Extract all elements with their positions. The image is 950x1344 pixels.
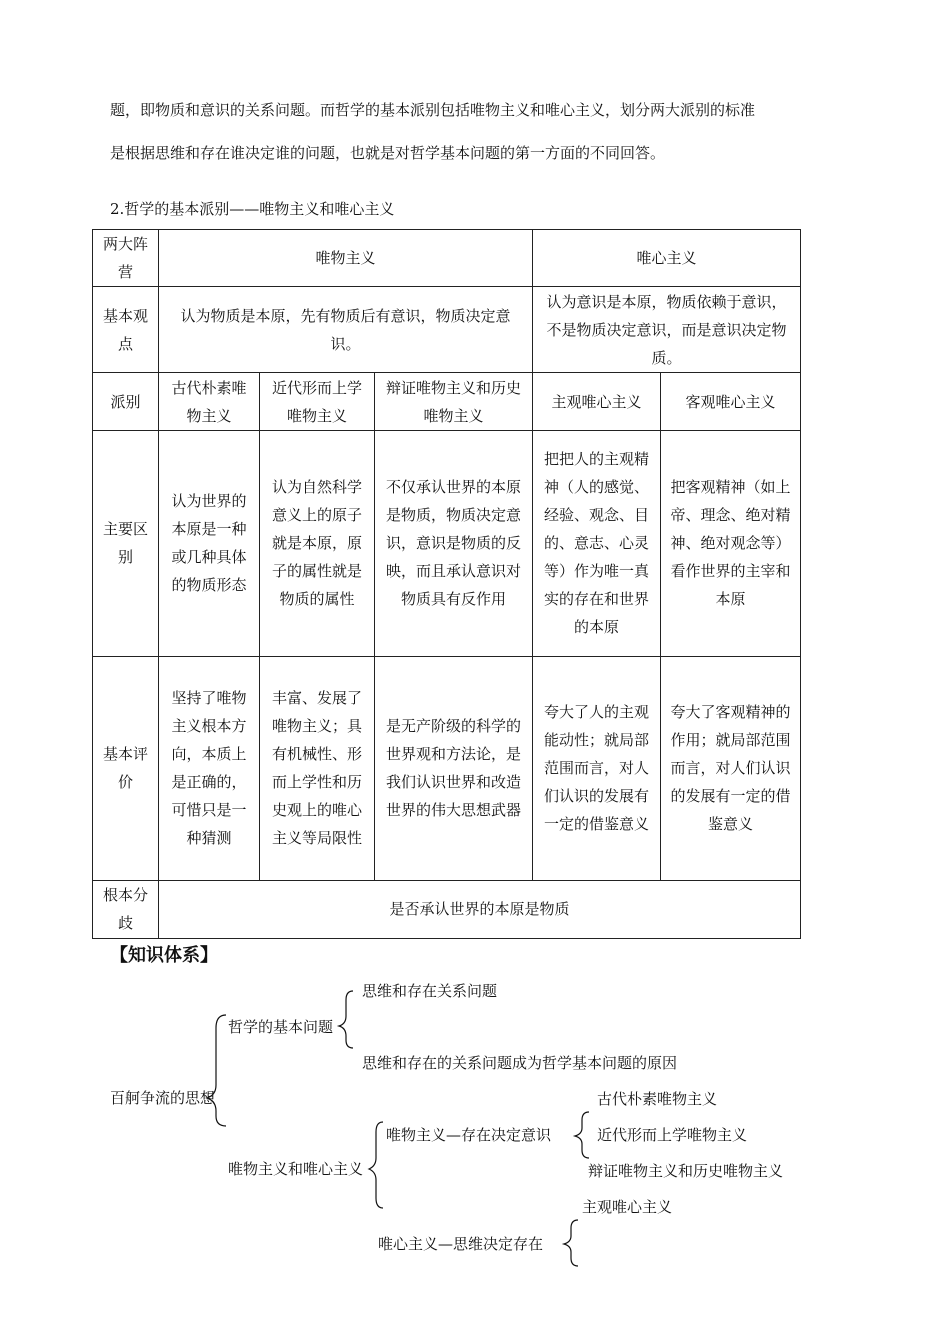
- diff-cell: 认为自然科学意义上的原子就是本原，原子的属性就是物质的属性: [260, 431, 375, 656]
- school-cell: 近代形而上学唯物主义: [260, 373, 375, 431]
- eval-label: 基本评价: [93, 656, 159, 880]
- brace-mat: [575, 1112, 589, 1158]
- root-label: 根本分歧: [93, 880, 159, 938]
- node-q1: 思维和存在关系问题: [362, 982, 498, 1000]
- school-cell: 古代朴素唯物主义: [159, 373, 260, 431]
- brace-ide: [564, 1220, 578, 1266]
- mindmap-root: 百舸争流的思想: [110, 1089, 216, 1107]
- eval-cell: 夸大了客观精神的作用；就局部范围而言，对人们认识的发展有一定的借鉴意义: [661, 656, 801, 880]
- camp-label: 两大阵营: [93, 230, 159, 287]
- root-difference: 是否承认世界的本原是物质: [159, 880, 801, 938]
- diff-cell: 把把人的主观精神（人的感觉、经验、观念、目的、意志、心灵等）作为唯一真实的存在和世界的本原: [533, 431, 661, 656]
- diff-cell: 不仅承认世界的本原是物质，物质决定意识，意识是物质的反映，而且承认意识对物质具有反作用: [375, 431, 533, 656]
- brace-mat-ide: [369, 1122, 383, 1208]
- brace-basic-question: [339, 991, 353, 1048]
- eval-cell: 夸大了人的主观能动性；就局部范围而言，对人们认识的发展有一定的借鉴意义: [533, 656, 661, 880]
- diff-cell: 把客观精神（如上帝、理念、绝对精神、绝对观念等）看作世界的主宰和本原: [661, 431, 801, 656]
- node-basic-question: 哲学的基本问题: [228, 1018, 334, 1036]
- school-cell: 辩证唯物主义和历史唯物主义: [375, 373, 533, 431]
- brace-root: [207, 1015, 226, 1126]
- section-title: 2.哲学的基本派别——唯物主义和唯心主义: [110, 200, 395, 218]
- node-ide: 唯心主义—思维决定存在: [378, 1235, 544, 1253]
- intro-line-2: 是根据思维和存在谁决定谁的问题，也就是对哲学基本问题的第一方面的不同回答。: [110, 144, 666, 162]
- eval-cell: 丰富、发展了唯物主义；具有机械性、形而上学性和历史观上的唯心主义等局限性: [260, 656, 375, 880]
- eval-cell: 坚持了唯物主义根本方向，本质上是正确的，可惜只是一种猜测: [159, 656, 260, 880]
- node-mat: 唯物主义—存在决定意识: [386, 1126, 552, 1144]
- diff-label: 主要区别: [93, 431, 159, 656]
- node-q2: 思维和存在的关系问题成为哲学基本问题的原因: [362, 1054, 678, 1072]
- node-mat-2: 近代形而上学唯物主义: [597, 1126, 748, 1144]
- knowledge-title: 【知识体系】: [110, 945, 218, 966]
- basic-view-idealism: 认为意识是本原，物质依赖于意识，不是物质决定意识，而是意识决定物质。: [533, 287, 801, 373]
- node-ide-1: 主观唯心主义: [582, 1198, 673, 1216]
- node-mat-1: 古代朴素唯物主义: [597, 1090, 718, 1108]
- eval-cell: 是无产阶级的科学的世界观和方法论，是我们认识世界和改造世界的伟大思想武器: [375, 656, 533, 880]
- node-mat-ide: 唯物主义和唯心主义: [228, 1160, 364, 1178]
- basic-view-label: 基本观点: [93, 287, 159, 373]
- diff-cell: 认为世界的本原是一种或几种具体的物质形态: [159, 431, 260, 656]
- school-label: 派别: [93, 373, 159, 431]
- materialism-header: 唯物主义: [159, 230, 533, 287]
- idealism-header: 唯心主义: [533, 230, 801, 287]
- node-mat-3: 辩证唯物主义和历史唯物主义: [588, 1162, 784, 1180]
- school-cell: 主观唯心主义: [533, 373, 661, 431]
- school-cell: 客观唯心主义: [661, 373, 801, 431]
- basic-view-materialism: 认为物质是本原，先有物质后有意识，物质决定意识。: [159, 287, 533, 373]
- intro-line-1: 题，即物质和意识的关系问题。而哲学的基本派别包括唯物主义和唯心主义，划分两大派别的标准: [110, 101, 756, 119]
